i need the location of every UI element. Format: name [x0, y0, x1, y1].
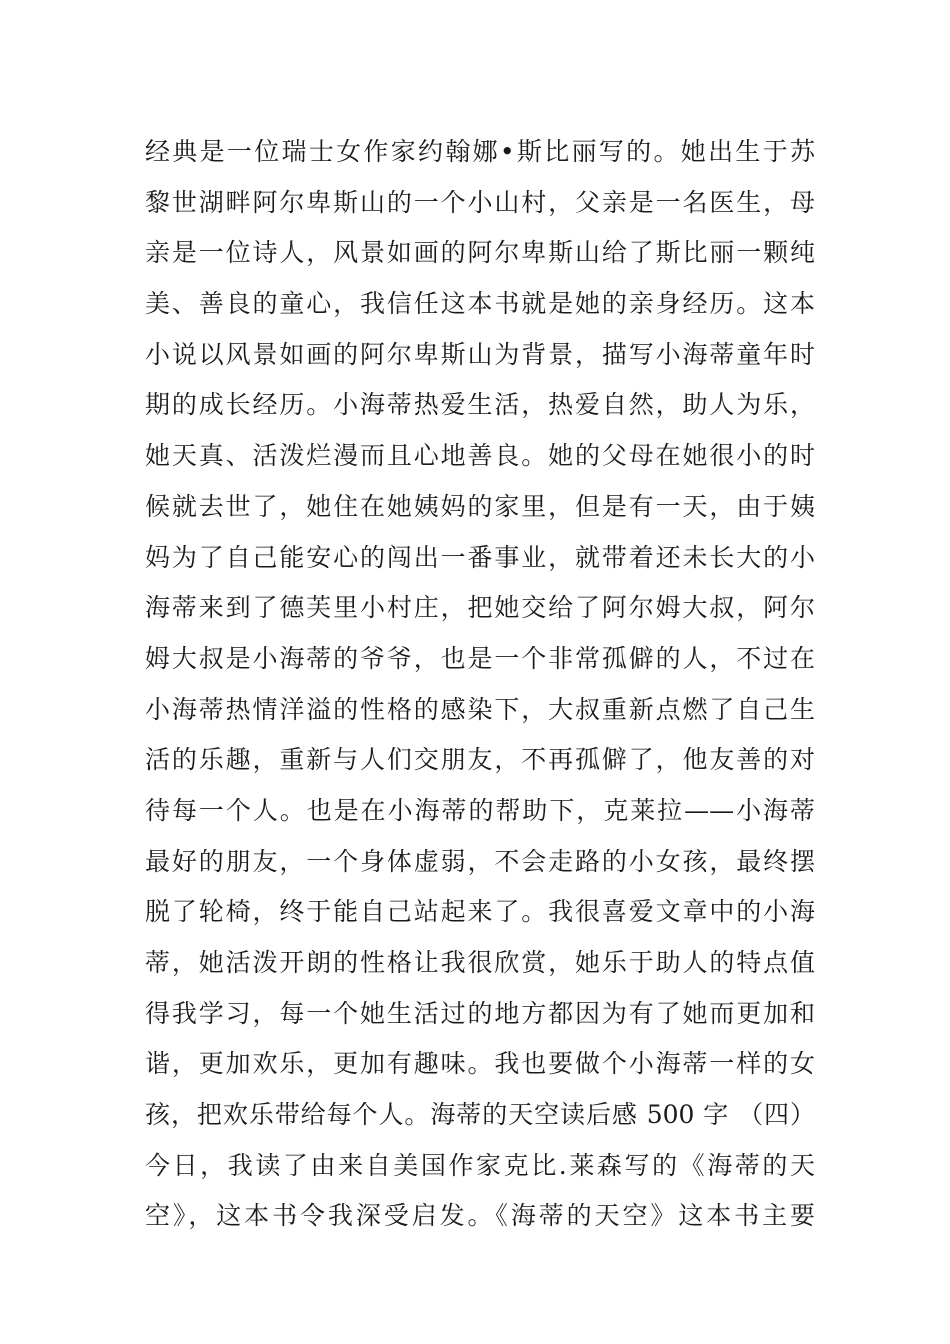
text-line: 小说以风景如画的阿尔卑斯山为背景，描写小海蒂童年时 [145, 339, 815, 369]
text-line: 期的成长经历。小海蒂热爱生活，热爱自然，助人为乐， [145, 390, 815, 420]
text-line: 候就去世了，她住在她姨妈的家里，但是有一天，由于姨 [145, 491, 815, 521]
text-line: 孩，把欢乐带给每个人。海蒂的天空读后感 500 字 （四） [145, 1100, 815, 1130]
text-line: 今日，我读了由来自美国作家克比.莱森写的《海蒂的天 [145, 1150, 815, 1180]
text-line: 黎世湖畔阿尔卑斯山的一个小山村，父亲是一名医生，母 [145, 187, 815, 217]
text-line: 活的乐趣，重新与人们交朋友，不再孤僻了，他友善的对 [145, 745, 815, 775]
text-line: 空》，这本书令我深受启发。《海蒂的天空》这本书主要 [145, 1201, 815, 1231]
text-line: 蒂，她活泼开朗的性格让我很欣赏，她乐于助人的特点值 [145, 948, 815, 977]
text-line: 姆大叔是小海蒂的爷爷，也是一个非常孤僻的人，不过在 [145, 643, 815, 673]
text-line: 她天真、活泼烂漫而且心地善良。她的父母在她很小的时 [145, 441, 815, 471]
text-line: 最好的朋友，一个身体虚弱，不会走路的小女孩，最终摆 [145, 846, 815, 876]
text-line: 谐，更加欢乐，更加有趣味。我也要做个小海蒂一样的女 [145, 1049, 815, 1079]
text-line: 美、善良的童心，我信任这本书就是她的亲身经历。这本 [145, 289, 815, 319]
text-line: 脱了轮椅，终于能自己站起来了。我很喜爱文章中的小海 [145, 897, 815, 927]
body-text [145, 127, 815, 1242]
text-line: 妈为了自己能安心的闯出一番事业，就带着还未长大的小 [145, 542, 815, 572]
text-line: 待每一个人。也是在小海蒂的帮助下，克莱拉——小海蒂 [145, 795, 815, 825]
text-line: 亲是一位诗人，风景如画的阿尔卑斯山给了斯比丽一颗纯 [145, 238, 815, 268]
text-line: 小海蒂热情洋溢的性格的感染下，大叔重新点燃了自己生 [145, 694, 815, 724]
text-line: 得我学习，每一个她生活过的地方都因为有了她而更加和 [145, 998, 815, 1028]
text-line: 海蒂来到了德芙里小村庄，把她交给了阿尔姆大叔，阿尔 [145, 593, 815, 623]
text-line: 经典是一位瑞士女作家约翰娜•斯比丽写的。她出生于苏 [145, 137, 815, 166]
